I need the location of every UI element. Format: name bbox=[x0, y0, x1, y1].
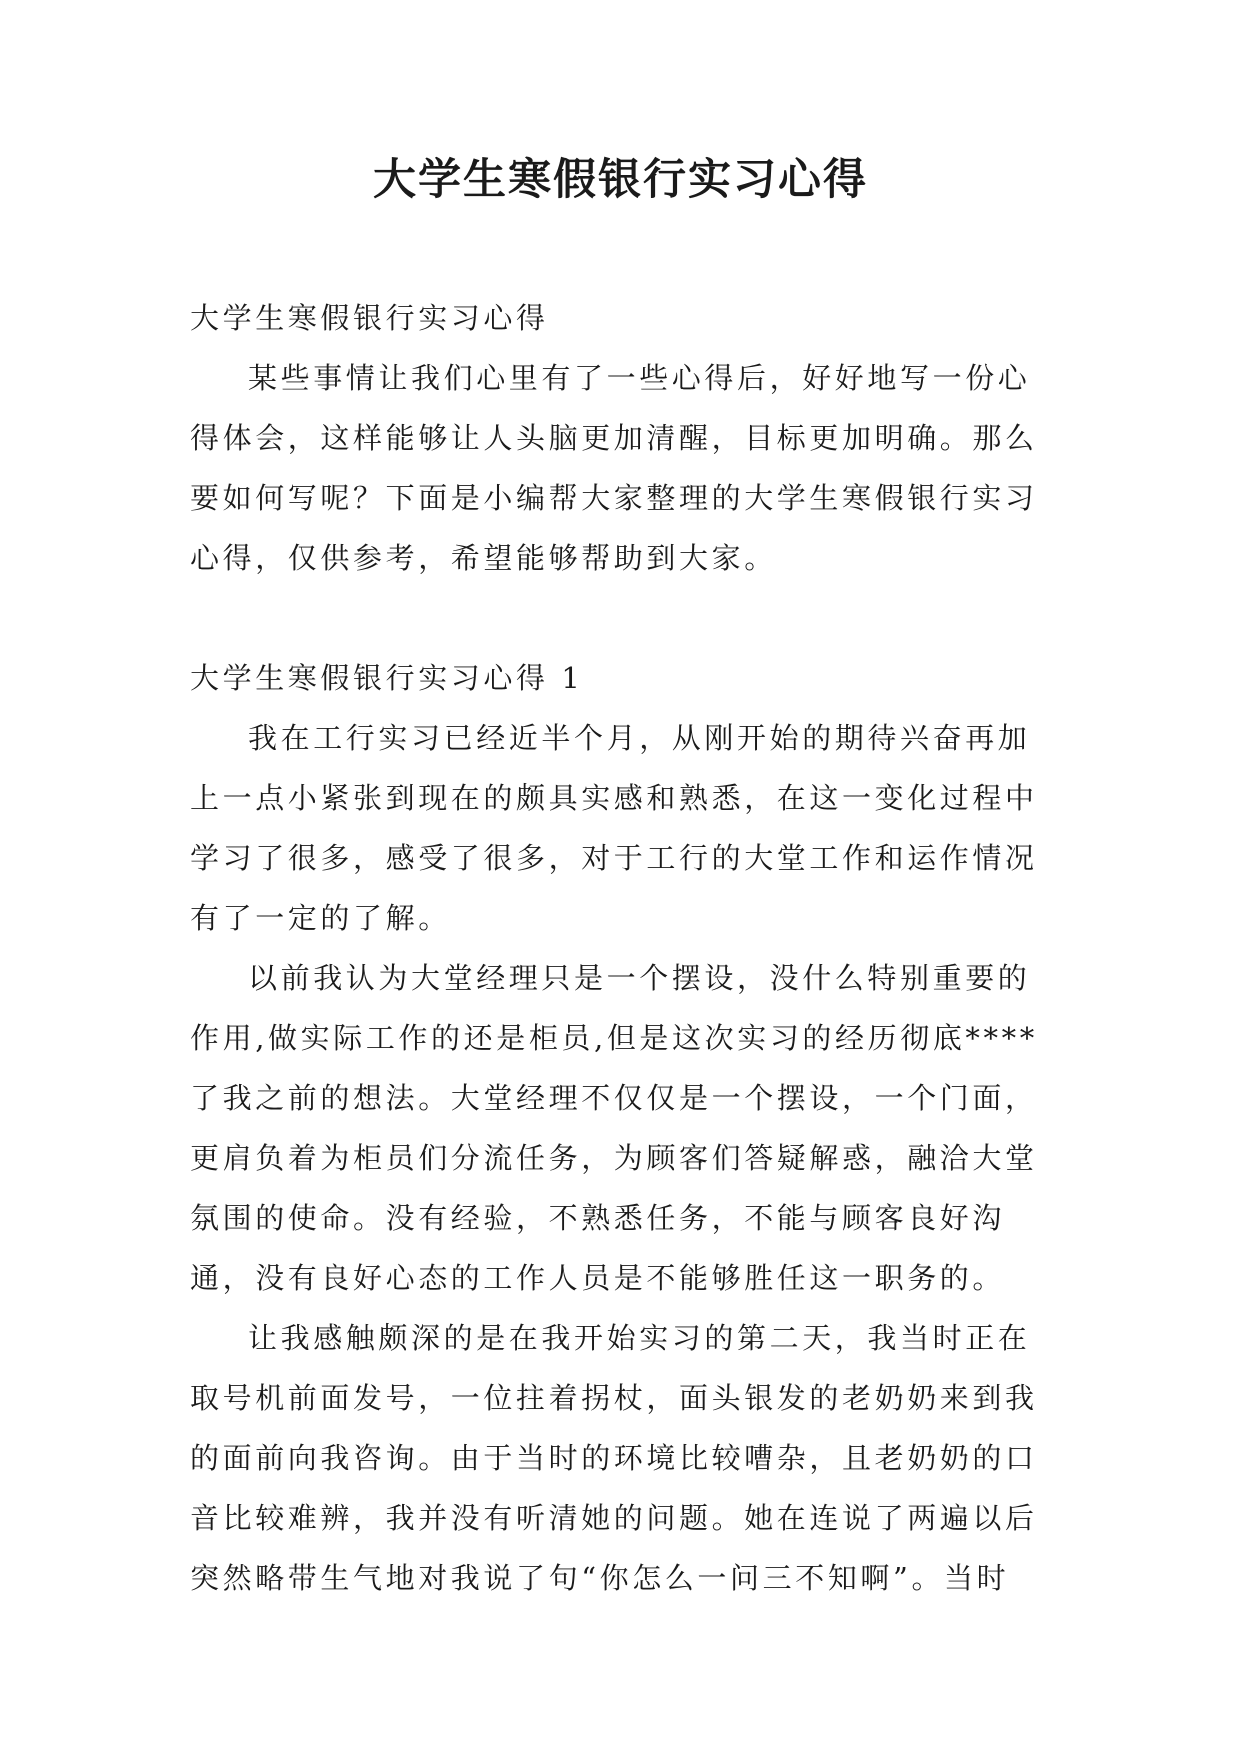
intro-paragraph: 某些事情让我们心里有了一些心得后，好好地写一份心得体会，这样能够让人头脑更加清醒，目标更加明确。那么要如何写呢？下面是小编帮大家整理的大学生寒假银行实习心得，仅供参考，希望能够帮助到大家。 bbox=[190, 361, 1038, 575]
section-heading: 大学生寒假银行实习心得 1 bbox=[190, 661, 584, 695]
body-paragraph: 让我感触颇深的是在我开始实习的第二天，我当时正在取号机前面发号，一位拄着拐杖，面头银发的老奶奶来到我的面前向我咨询。由于当时的环境比较嘈杂，且老奶奶的口音比较难辨，我并没有听清她的问题。她在连说了两遍以后突然略带生气地对我说了句“你怎么一问三不知啊”。当时 bbox=[190, 1321, 1038, 1595]
body-paragraph: 以前我认为大堂经理只是一个摆设，没什么特别重要的作用,做实际工作的还是柜员,但是这次实习的经历彻底****了我之前的想法。大堂经理不仅仅是一个摆设，一个门面，更肩负着为柜员们分流任务，为顾客们答疑解惑，融洽大堂氛围的使命。没有经验，不熟悉任务，不能与顾客良好沟通，没有良好心态的工作人员是不能够胜任这一职务的。 bbox=[190, 961, 1038, 1295]
document-title: 大学生寒假银行实习心得 bbox=[373, 155, 868, 205]
body-paragraph: 我在工行实习已经近半个月，从刚开始的期待兴奋再加上一点小紧张到现在的颇具实感和熟悉，在这一变化过程中学习了很多，感受了很多，对于工行的大堂工作和运作情况有了一定的了解。 bbox=[190, 721, 1038, 935]
document-body bbox=[190, 288, 1050, 1608]
paragraph-spacer bbox=[190, 588, 1050, 648]
intro-heading: 大学生寒假银行实习心得 bbox=[190, 301, 549, 335]
